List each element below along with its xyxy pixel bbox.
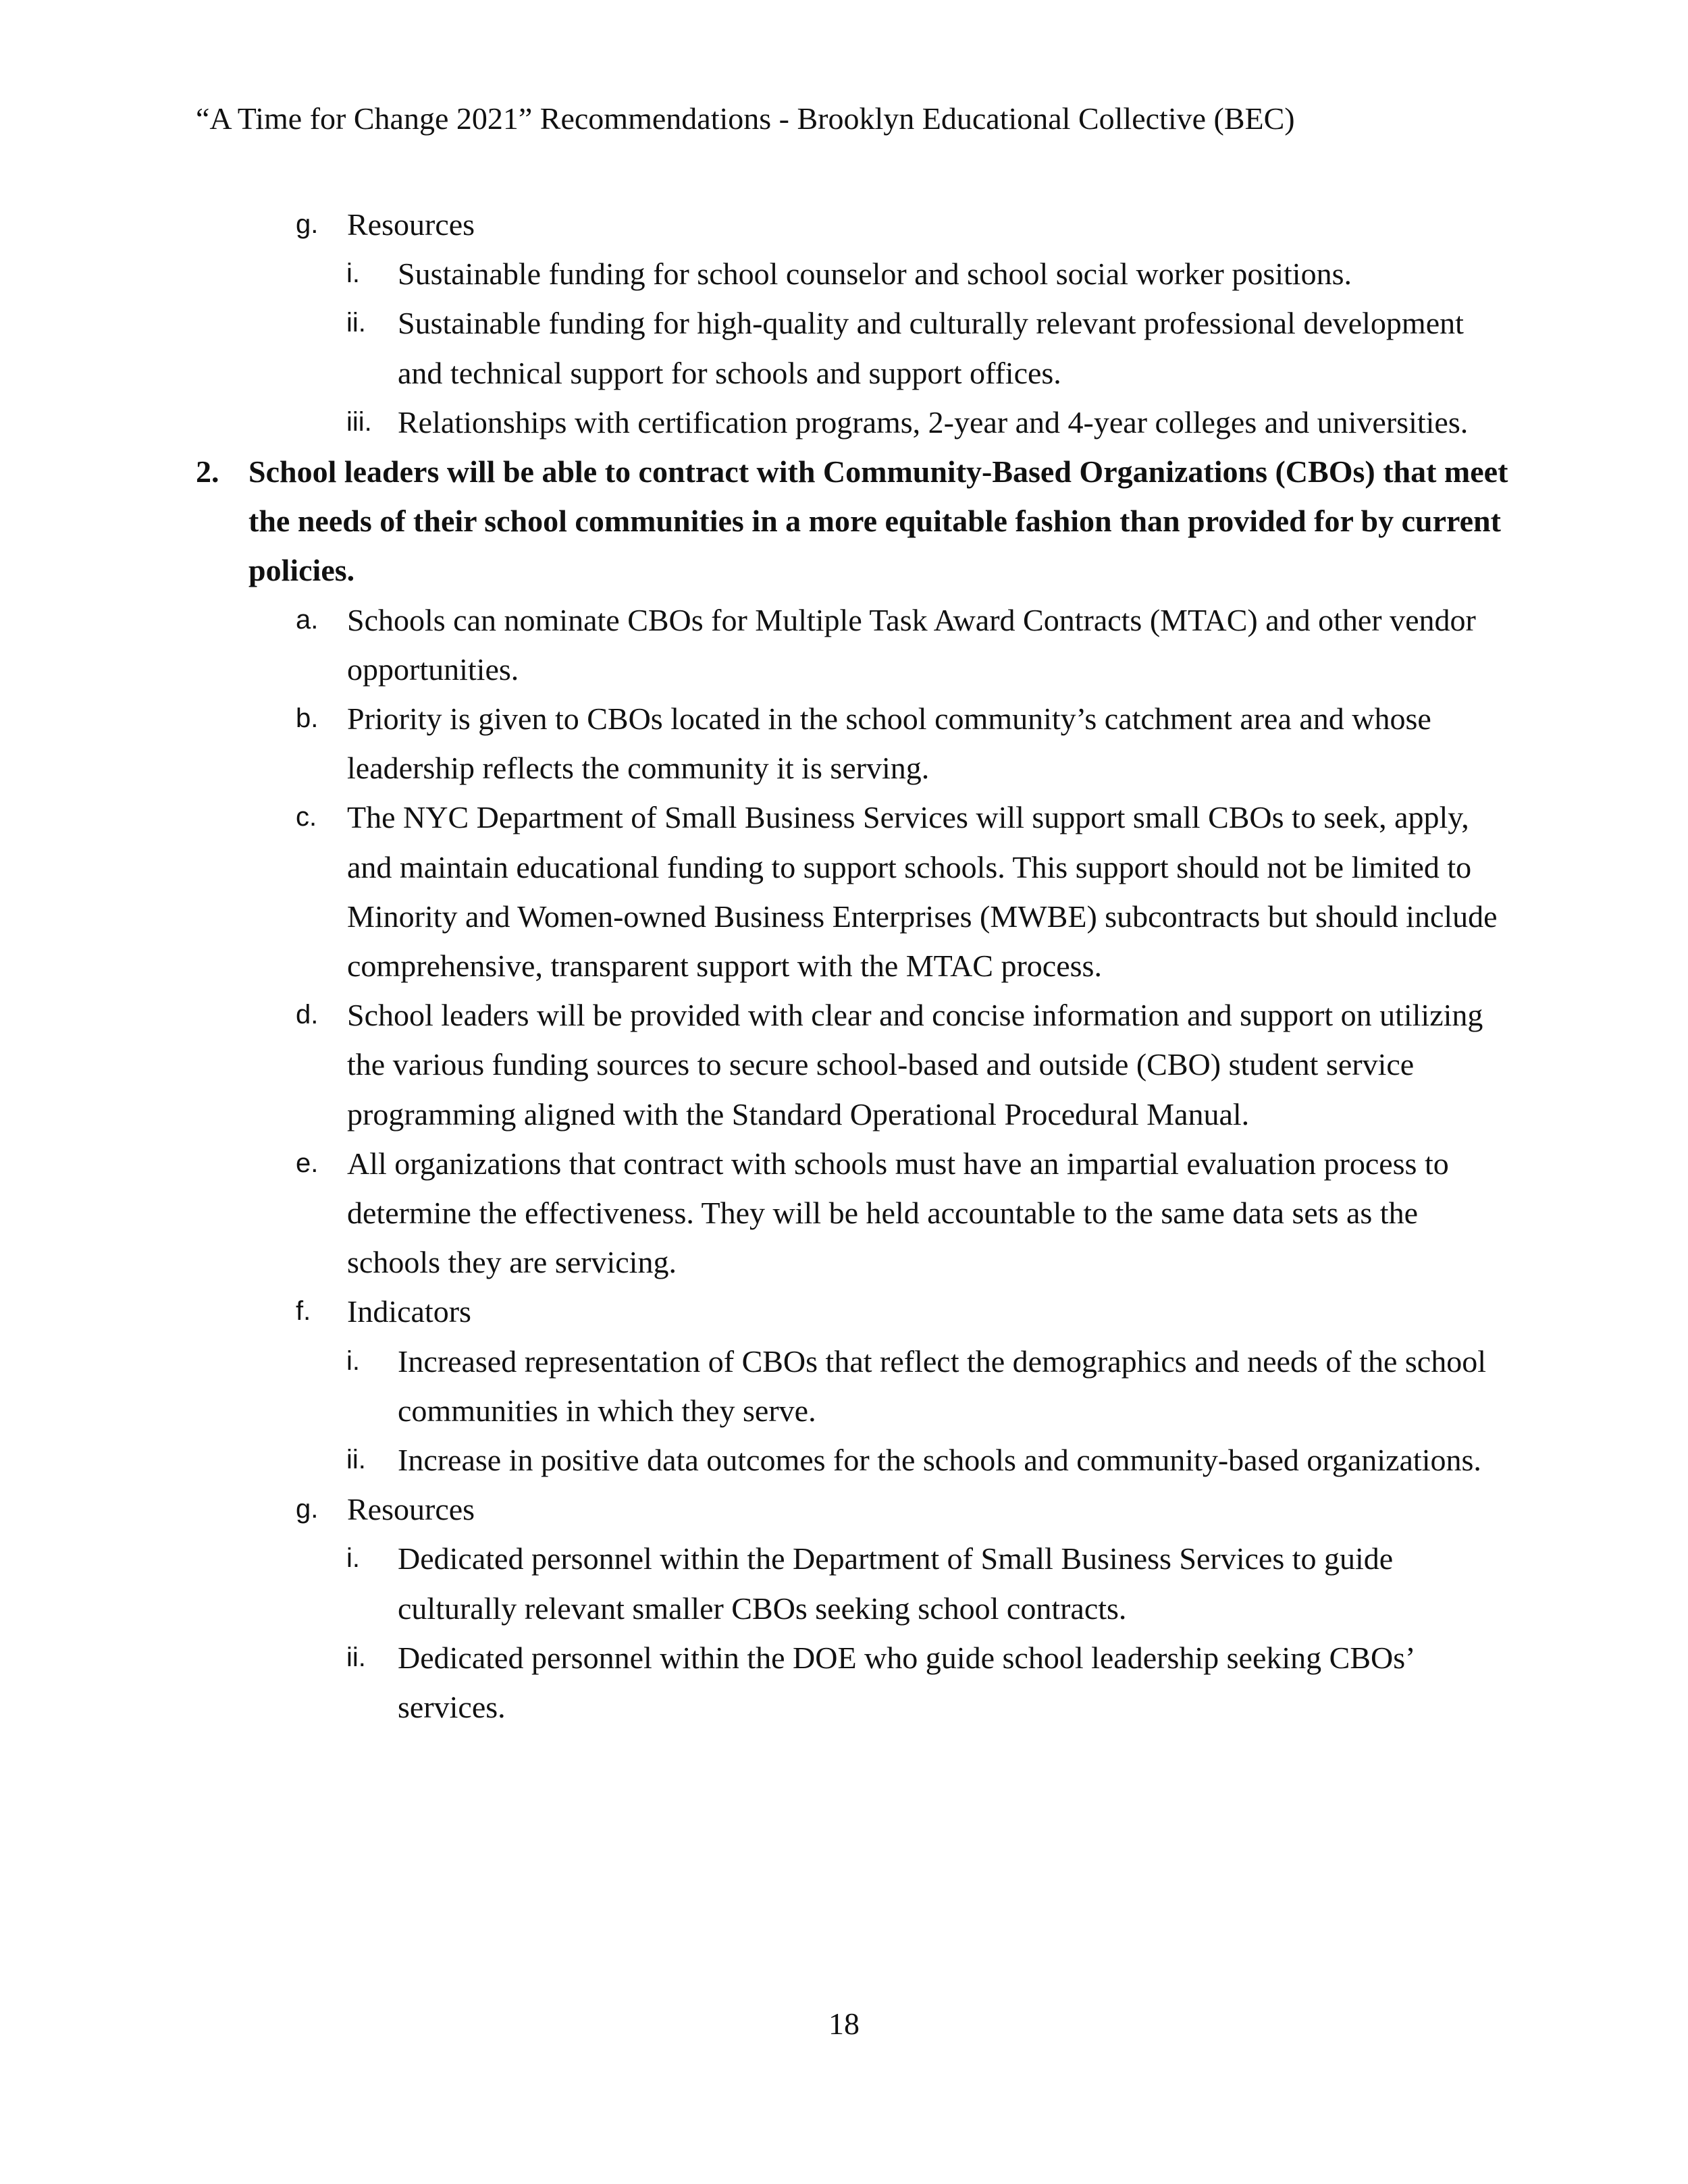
sub-item-ii [0,298,1688,397]
item-marker: g. [296,209,319,239]
list-item-c [0,793,1688,990]
list-item-e [0,1139,1688,1287]
sub-item-i [0,1337,1688,1435]
item-marker: ii. [346,308,366,338]
sub-item-ii [0,1633,1688,1732]
running-header: “A Time for Change 2021” Recommendations - Brooklyn Educational Collective (BEC) [196,101,1295,136]
item-text: Dedicated personnel within the Department of Small Business Services to guide culturally relevant smaller CBOs seeking school contracts. [398,1541,1394,1626]
item-text: Relationships with certification programs, 2-year and 4-year colleges and universities. [398,404,1469,440]
recommendation-2 [0,447,1688,595]
item-text: Indicators [347,1294,471,1329]
item-text: All organizations that contract with schools must have an impartial evaluation process to determine the effectiveness. They will be held accountable to the same data sets as the schools they are servicing. [347,1146,1449,1280]
list-item-b [0,694,1688,793]
item-text: Resources [347,207,475,242]
sub-item-ii [0,1435,1688,1485]
sub-item-i [0,249,1688,298]
item-text: Increased representation of CBOs that reflect the demographics and needs of the school communities in which they serve. [398,1343,1486,1428]
item-marker: iii. [346,406,372,437]
item-text: Schools can nominate CBOs for Multiple Task Award Contracts (MTAC) and other vendor opportunities. [347,602,1476,687]
item-marker: i. [346,1543,360,1574]
list-item-f-indicators [0,1287,1688,1336]
list-item-g-resources [0,1485,1688,1534]
item-text: Increase in positive data outcomes for the schools and community-based organizations. [398,1443,1481,1478]
item-marker: i. [346,259,360,289]
page-number: 18 [828,2006,860,2041]
recommendation-number: 2. [196,454,219,489]
item-marker: g. [296,1494,319,1524]
item-marker: ii. [346,1445,366,1475]
sub-item-i [0,1534,1688,1632]
item-marker: a. [296,604,319,635]
list-item-a [0,595,1688,694]
item-text: Priority is given to CBOs located in the school community’s catchment area and whose leadership reflects the community it is serving. [347,701,1431,786]
item-marker: f. [296,1296,311,1327]
item-marker: e. [296,1148,319,1178]
item-text: School leaders will be provided with clear and concise information and support on utilizing the various funding sources to secure school-based and outside (CBO) student service programming aligned with the Standard Operational Procedural Manual. [347,998,1483,1131]
item-text: The NYC Department of Small Business Services will support small CBOs to seek, apply, and maintain educational funding to support schools. This support should not be limited to Minority and Women-owned Business Enterprises (MWBE) subcontracts but should include comprehensive, transparent support with the MTAC process. [347,800,1498,984]
list-item-g-resources [0,200,1688,249]
recommendation-heading: School leaders will be able to contract with Community-Based Organizations (CBOs) that meet the needs of their school communities in a more equitable fashion than provided for by current policies. [248,454,1508,588]
recommendation-list [0,200,1688,1732]
sub-item-iii [0,398,1688,447]
item-text: Dedicated personnel within the DOE who guide school leadership seeking CBOs’ services. [398,1640,1414,1725]
item-text: Sustainable funding for high-quality and culturally relevant professional development and technical support for schools and support offices. [398,306,1464,390]
item-marker: b. [296,703,319,734]
item-marker: ii. [346,1642,366,1672]
list-item-d [0,990,1688,1139]
item-marker: d. [296,1000,319,1030]
item-marker: i. [346,1346,360,1376]
item-text: Sustainable funding for school counselor and school social worker positions. [398,257,1352,292]
item-marker: c. [296,802,317,832]
item-text: Resources [347,1492,475,1527]
